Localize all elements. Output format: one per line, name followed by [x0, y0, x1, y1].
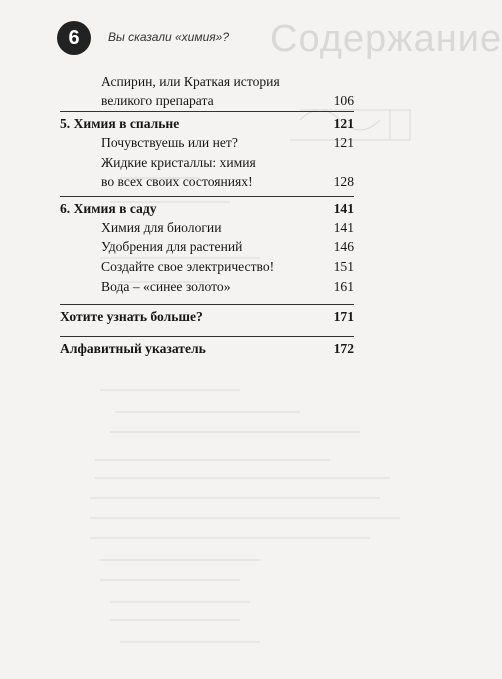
more-top-rule — [60, 304, 354, 305]
toc-chapter6-title: 6. Химия в саду — [60, 201, 157, 216]
toc-page-fertilizers: 146 — [333, 239, 354, 254]
chapter5-top-rule — [60, 111, 354, 112]
toc-page-biology: 141 — [333, 220, 354, 235]
chapter6-top-rule — [60, 196, 354, 197]
toc-item-aspirin-line2: великого препарата — [101, 93, 214, 108]
toc-index-page: 172 — [333, 341, 354, 356]
toc-index-title: Алфавитный указатель — [60, 341, 206, 356]
toc-item-aspirin-line1: Аспирин, или Краткая история — [101, 74, 280, 89]
toc-item-feel: Почувствуешь или нет? — [101, 135, 238, 150]
page-number-badge: 6 — [57, 21, 91, 55]
toc-page-aspirin: 106 — [333, 93, 354, 108]
toc-chapter6-page: 141 — [333, 201, 354, 216]
toc-page-feel: 121 — [333, 135, 354, 150]
ghost-heading: Содержание — [270, 18, 502, 60]
toc-more-title: Хотите узнать больше? — [60, 309, 203, 324]
running-title: Вы сказали «химия»? — [108, 30, 230, 44]
toc-page-electricity: 151 — [333, 259, 354, 274]
toc-item-crystals-line2: во всех своих состояниях! — [101, 174, 253, 189]
toc-item-biology: Химия для биологии — [101, 220, 222, 235]
toc-item-fertilizers: Удобрения для растений — [101, 239, 243, 254]
toc-item-electricity: Создайте свое электричество! — [101, 259, 275, 274]
index-top-rule — [60, 336, 354, 337]
toc-page-crystals: 128 — [333, 174, 354, 189]
toc-more-page: 171 — [333, 309, 354, 324]
toc-page-water: 161 — [333, 279, 354, 294]
toc-item-crystals-line1: Жидкие кристаллы: химия — [101, 155, 256, 170]
toc-item-water: Вода – «синее золото» — [101, 279, 231, 294]
toc-chapter5-page: 121 — [333, 116, 354, 131]
toc-chapter5-title: 5. Химия в спальне — [60, 116, 180, 131]
